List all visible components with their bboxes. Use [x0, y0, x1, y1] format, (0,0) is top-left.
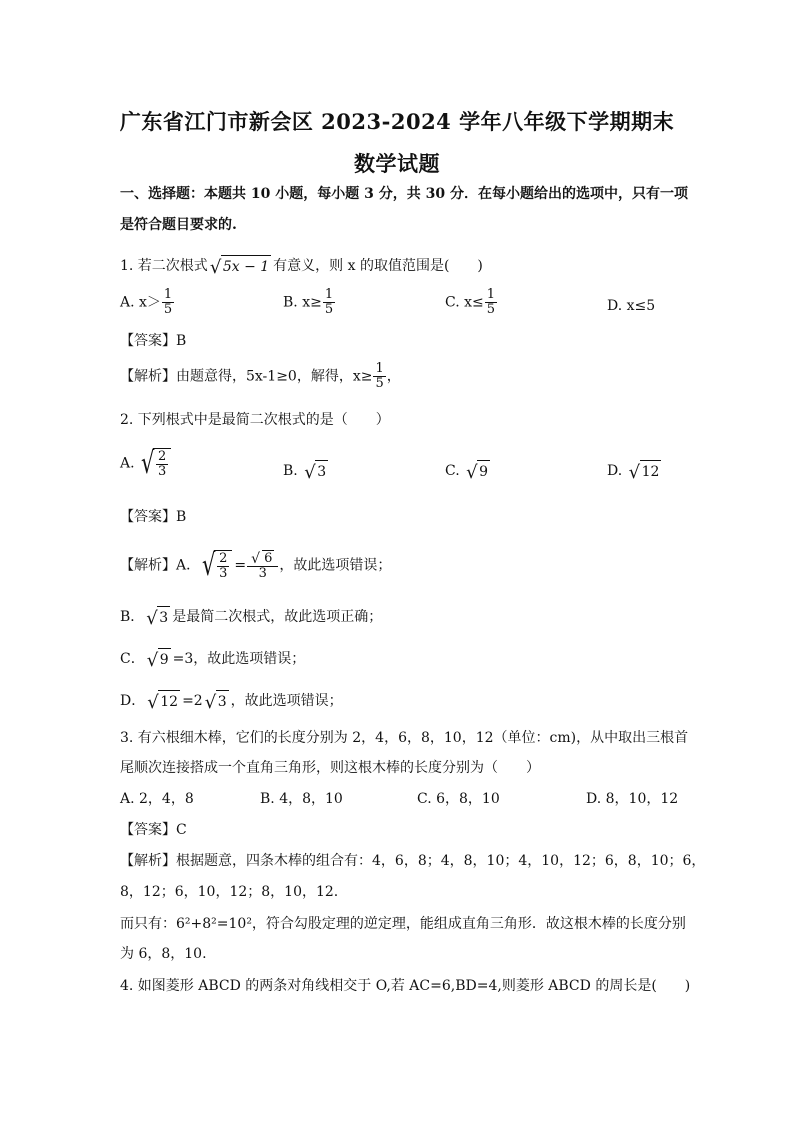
q2-analysis-c-radical: √ 9 — [146, 650, 169, 671]
q2-option-d-label: D. — [607, 463, 623, 479]
q3-analysis-line4: 为 6，8，10. — [120, 946, 207, 962]
q1-analysis-suffix: ， — [386, 368, 401, 385]
q3-analysis-line2: 8，12；6，10，12；8，10，12. — [120, 884, 339, 900]
q3-option-b: B. 4，8，10 — [260, 791, 343, 807]
q2-analysis-b-radical: √ 3 — [146, 608, 169, 629]
q2-analysis-a — [120, 550, 391, 581]
q2-analysis-a-radical: √ $\frac{2}{3}$ — [202, 550, 232, 581]
q3-stem-line2: 尾顺次连接搭成一个直角三角形，则这根木棒的长度分别为（ ） — [120, 760, 540, 776]
frac-num: 2 — [219, 551, 228, 566]
q2-analysis-b-suffix: 是最简二次根式，故此选项正确； — [172, 609, 383, 625]
q2-analysis-a-result-radical: √ 6 — [251, 551, 273, 567]
q3-answer: 【答案】C — [120, 822, 187, 838]
q2-analysis-a-eq: = — [234, 557, 247, 574]
q2-option-d-radicand: 12 — [640, 460, 662, 482]
q1-radicand: 5x − 1 — [221, 255, 271, 277]
q2-analysis-c-suffix: =3，故此选项错误； — [172, 651, 306, 667]
q3-option-d: D. 8，10，12 — [586, 791, 679, 807]
q2-option-c-radical: √ 9 — [466, 462, 489, 483]
q2-answer: 【答案】B — [120, 509, 187, 525]
q1-option-b-label: B. x≥ — [283, 294, 322, 311]
q1-option-a — [120, 288, 175, 317]
q2-analysis-d-radical: √ 12 — [147, 692, 179, 713]
q1-option-b — [283, 288, 336, 317]
q2-analysis-d-radicand2: 3 — [216, 690, 229, 712]
q2-analysis-a-result — [247, 550, 278, 581]
q1-option-b-frac — [323, 288, 335, 317]
q2-option-d — [607, 460, 663, 482]
q2-analysis-b — [120, 606, 382, 628]
q3-option-c: C. 6，8，10 — [417, 791, 500, 807]
frac-num: 6 — [264, 551, 273, 566]
q1-analysis — [120, 362, 401, 391]
q1-radical: √ 5x − 1 — [209, 257, 270, 278]
q2-analysis-b-radicand: 3 — [157, 606, 170, 628]
q3-stem-line1: 3. 有六根细木棒，它们的长度分别为 2，4，6，8，10，12（单位：cm)，从中取出三根首 — [120, 730, 689, 746]
q3-option-a: A. 2，4，8 — [120, 791, 194, 807]
q1-option-c-frac — [485, 288, 497, 317]
q1-option-c — [445, 288, 498, 317]
q1-option-c-label: C. x≤ — [445, 294, 484, 311]
frac-num: 1 — [324, 287, 334, 302]
frac-num: 1 — [375, 361, 384, 376]
doc-subtitle: 数学试题 — [354, 151, 440, 176]
frac-num: 1 — [486, 287, 496, 302]
frac-den: 5 — [486, 302, 496, 317]
q2-analysis-d-mid: =2 — [182, 693, 203, 709]
frac-den: 5 — [163, 302, 173, 317]
q3-analysis-line3: 而只有：6²+8²=10²，符合勾股定理的逆定理，能组成直角三角形．故这根木棒的长度分别 — [120, 916, 686, 932]
q1-analysis-frac — [373, 362, 385, 391]
frac-num: 1 — [163, 287, 173, 302]
q2-analysis-d-radicand: 12 — [158, 690, 180, 712]
q2-analysis-d-prefix: D． — [120, 693, 146, 709]
q2-analysis-c-prefix: C． — [120, 651, 145, 667]
q2-option-a-label: A. — [120, 455, 135, 472]
frac-den: 3 — [258, 566, 267, 581]
q3-analysis-line1: 【解析】根据题意，四条木棒的组合有：4，6，8；4，8，10；4，10，12；6，8，10；6， — [120, 853, 706, 869]
q2-option-b — [283, 460, 330, 482]
q1-answer: 【答案】B — [120, 333, 187, 349]
q2-option-b-label: B. — [283, 463, 298, 479]
q2-analysis-d-suffix: ，故此选项错误； — [230, 693, 343, 709]
q2-analysis-a-frac — [217, 552, 229, 581]
doc-title: 广东省江门市新会区 2023-2024 学年八年级下学期期末 — [119, 109, 675, 134]
q2-analysis-a-suffix: ，故此选项错误； — [279, 557, 392, 574]
q1-stem — [120, 255, 483, 277]
q2-analysis-a-prefix: 【解析】A． — [120, 557, 201, 574]
q2-option-a — [120, 448, 173, 479]
q2-option-c-radicand: 9 — [477, 460, 490, 482]
q2-stem: 2. 下列根式中是最简二次根式的是（ ） — [120, 412, 390, 428]
q2-option-c-label: C. — [445, 463, 460, 479]
frac-den: 5 — [375, 376, 384, 391]
q2-analysis-c-radicand: 9 — [158, 648, 171, 670]
q2-option-a-radical: √ $\frac{2}{3}$ — [141, 448, 171, 479]
q2-analysis-d-radical2: √ 3 — [204, 692, 227, 713]
q1-suffix: 有意义，则 x 的取值范围是( ) — [273, 258, 483, 274]
frac-den: 3 — [219, 566, 228, 581]
q2-option-d-radical: √ 12 — [628, 462, 660, 483]
q4-stem: 4. 如图菱形 ABCD 的两条对角线相交于 O,若 AC=6,BD=4,则菱形 ABCD 的周长是( ) — [120, 978, 691, 994]
q1-option-a-frac — [162, 288, 174, 317]
q1-option-d: D. x≤5 — [607, 298, 656, 314]
q2-option-c — [445, 460, 492, 482]
q2-analysis-b-prefix: B． — [120, 609, 145, 625]
frac-den: 5 — [324, 302, 334, 317]
q1-option-a-label: A. x＞ — [120, 294, 161, 311]
q2-analysis-d — [120, 690, 343, 712]
q1-analysis-text: 【解析】由题意得，5x-1≥0，解得，x≥ — [120, 368, 373, 385]
q2-analysis-c — [120, 648, 305, 670]
frac-den: 3 — [158, 464, 167, 479]
q2-option-a-frac — [156, 450, 168, 479]
q1-prefix: 1. 若二次根式 — [120, 258, 208, 274]
section-heading-cont: 是符合题目要求的. — [120, 217, 237, 233]
section-heading: 一、选择题：本题共 10 小题，每小题 3 分，共 30 分．在每小题给出的选项中，只有一项 — [120, 186, 688, 202]
q2-option-b-radical: √ 3 — [304, 462, 327, 483]
q2-option-b-radicand: 3 — [315, 460, 328, 482]
frac-num: 2 — [158, 449, 167, 464]
